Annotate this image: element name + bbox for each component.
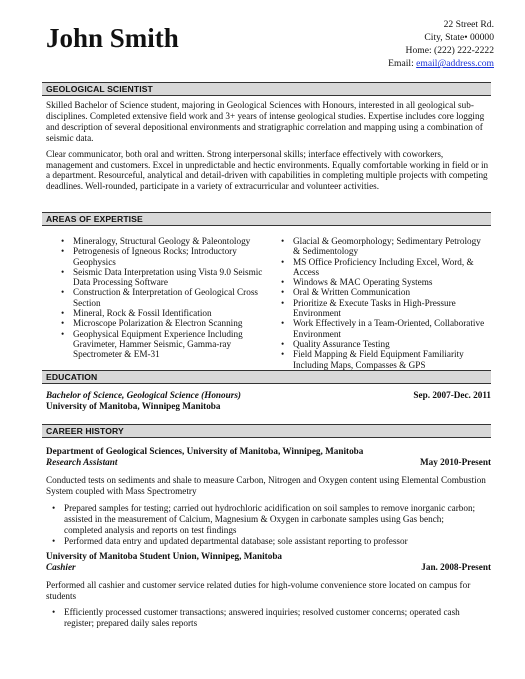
expertise-item: • Windows & MAC Operating Systems bbox=[278, 277, 490, 287]
expertise-item: • Prioritize & Execute Tasks in High-Pressure Environment bbox=[278, 298, 490, 319]
school: University of Manitoba, Winnipeg Manitoba bbox=[46, 400, 221, 411]
expertise-item: • Quality Assurance Testing bbox=[278, 339, 490, 349]
job-description: Performed all cashier and customer service related duties for high-volume convenience store located on campus for students bbox=[46, 580, 471, 601]
education-entry bbox=[46, 390, 491, 412]
job-entry bbox=[46, 551, 491, 573]
city-line: City, State• 00000 bbox=[424, 32, 494, 44]
email-label: Email: bbox=[388, 58, 414, 70]
expertise-item: • Field Mapping & Field Equipment Familiarity Including Maps, Compasses & GPS bbox=[278, 349, 490, 370]
email-link[interactable]: email@address.com bbox=[416, 58, 494, 70]
job-role: Cashier bbox=[46, 561, 76, 572]
expertise-item: • Seismic Data Interpretation using Vista 9.0 Seismic Data Processing Software bbox=[58, 267, 268, 288]
section-title-summary: GEOLOGICAL SCIENTIST bbox=[46, 84, 153, 94]
section-title-education: EDUCATION bbox=[46, 372, 98, 382]
job-organization: Department of Geological Sciences, University of Manitoba, Winnipeg, Manitoba bbox=[46, 446, 364, 456]
address-line: 22 Street Rd. bbox=[443, 19, 494, 30]
email-line bbox=[388, 57, 494, 70]
section-bar-education bbox=[42, 370, 491, 384]
expertise-item: • Mineral, Rock & Fossil Identification bbox=[58, 308, 268, 318]
expertise-item: • Petrogenesis of Igneous Rocks; Introductory Geophysics bbox=[58, 246, 268, 267]
job-role: Research Assistant bbox=[46, 456, 118, 467]
phone-line: Home: (222) 222-2222 bbox=[405, 45, 494, 57]
expertise-item: • Mineralogy, Structural Geology & Paleontology bbox=[58, 236, 268, 246]
degree: Bachelor of Science, Geological Science (Honours) bbox=[46, 390, 241, 400]
expertise-item: • Oral & Written Communication bbox=[278, 287, 490, 297]
expertise-item: • Glacial & Geomorphology; Sedimentary Petrology & Sedimentology bbox=[278, 236, 490, 257]
expertise-item: • Microscope Polarization & Electron Scanning bbox=[58, 318, 268, 328]
job-dates: May 2010-Present bbox=[419, 457, 491, 467]
summary-paragraph-1: Skilled Bachelor of Science student, majoring in Geological Sciences with Honours, interested in all geological sub-disciplines. Completed extensive field work and 3+ years of intense geological studies. Expertise includes core logging and description of several depositional environments and stratigraphic correlation and mapping using a combination of seismic data. bbox=[46, 100, 485, 143]
candidate-name: John Smith bbox=[46, 23, 179, 53]
section-bar-summary bbox=[42, 82, 491, 96]
summary-text bbox=[46, 100, 491, 197]
expertise-item: • Geophysical Equipment Experience Including Gravimeter, Hammer Seismic, Gamma-ray Spectrometer & EM-31 bbox=[58, 329, 268, 360]
job-bullet: • Prepared samples for testing; carried out hydrochloric acidification on soil samples to remove inorganic carbon; assisted in the measurement of Calcium, Magnesium & Oxygen in carbonate samples using Gas bench; completed analysis and reports on test findings bbox=[52, 503, 484, 536]
expertise-item: • MS Office Proficiency Including Excel, Word, & Access bbox=[278, 257, 490, 278]
expertise-item: • Construction & Interpretation of Geological Cross Section bbox=[58, 287, 268, 308]
job-bullets bbox=[52, 607, 484, 629]
expertise-left-column bbox=[58, 236, 268, 360]
job-organization: University of Manitoba Student Union, Winnipeg, Manitoba bbox=[46, 551, 283, 561]
section-title-expertise: AREAS OF EXPERTISE bbox=[46, 214, 143, 224]
job-bullet: • Efficiently processed customer transactions; answered inquiries; resolved customer concerns; operated cash register; prepared daily sales reports bbox=[52, 607, 484, 629]
job-dates: Jan. 2008-Present bbox=[421, 562, 491, 572]
job-bullets bbox=[52, 503, 484, 547]
job-entry bbox=[46, 446, 491, 468]
job-bullet: • Performed data entry and updated departmental database; sole assistant reporting to professor bbox=[52, 536, 484, 547]
expertise-item: • Work Effectively in a Team-Oriented, Collaborative Environment bbox=[278, 318, 490, 339]
section-bar-career bbox=[42, 424, 491, 438]
expertise-right-column bbox=[278, 236, 490, 370]
section-bar-expertise bbox=[42, 212, 491, 226]
education-dates: Sep. 2007-Dec. 2011 bbox=[413, 390, 491, 400]
job-description: Conducted tests on sediments and shale to measure Carbon, Nitrogen and Oxygen content using Elemental Combustion System coupled with Mass Spectrometry bbox=[46, 475, 486, 496]
summary-paragraph-2: Clear communicator, both oral and written. Strong interpersonal skills; interface effectively with coworkers, management and customers. Excel in unpredictable and hectic environments. Equally comfortable working in field or in a department. Resourceful, analytical and detail-driven with capabilities in completing multiple projects with competing deadlines. Well-rounded, participate in a variety of extracurricular and volunteer activities. bbox=[46, 148, 489, 192]
contact-block bbox=[388, 18, 494, 70]
section-title-career: CAREER HISTORY bbox=[46, 426, 124, 436]
